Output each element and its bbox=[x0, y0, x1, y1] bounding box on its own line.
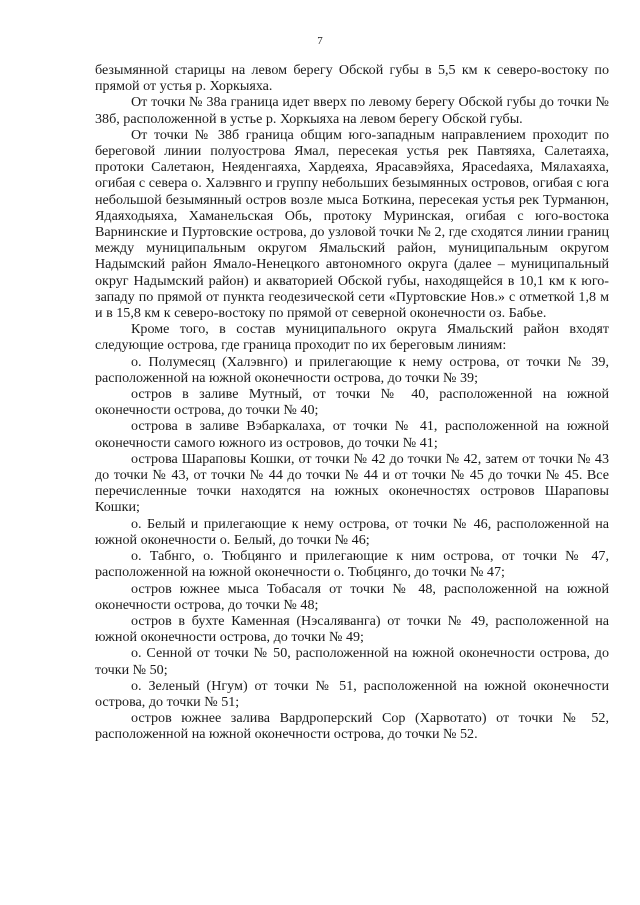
paragraph-island-40: остров в заливе Мутный, от точки № 40, расположенной на южной оконечности острова, до точки № 40; bbox=[95, 386, 609, 419]
paragraph-island-51: о. Зеленый (Нгум) от точки № 51, расположенной на южной оконечности острова, до точки № 51; bbox=[95, 677, 609, 710]
paragraph-point-38b: От точки № 38б граница общим юго-западным направлением проходит по береговой линии полуострова Ямал, пересекая устья рек Павтяяха, Салетаяха, протоки Салетаюн, Неяденгаяха, Хардеяха, Ярасавэйяха, Ярасеdаяха, Мялахаяха, огибая с севера о. Халэвнго и группу небольших безымянных островов, огибая с юга небольшой безымянный остров возле мыса Боткина, пересекая устья рек Турманюн, Ядаяходыяха, Хаманельская Обь, протоку Муринская, огибая с юго-востока Варнинские и Пуртовские острова, до узловой точки № 2, где сходятся линии границ между муниципальным округом Ямальский район, муниципальным округом Надымский район Ямало-Ненецкого автономного округа (далее – муниципальный округ Надымский район) и акваторией Обской губы, находящейся в 10,1 км к юго-западу по прямой от пункта геодезической сети «Пуртовские Нов.» с отметкой 1,8 м и в 15,8 км к северо-востоку по прямой от северной оконечности оз. Бабье. bbox=[95, 126, 609, 322]
paragraph-island-39: о. Полумесяц (Халэвнго) и прилегающие к нему острова, от точки № 39, расположенной на южной оконечности острова, до точки № 39; bbox=[95, 353, 609, 386]
paragraph-island-48: остров южнее мыса Тобасаля от точки № 48, расположенной на южной оконечности острова, до точки № 48; bbox=[95, 580, 609, 613]
paragraph-continuation: безымянной старицы на левом берегу Обской губы в 5,5 км к северо-востоку по прямой от устья р. Хоркыяха. bbox=[95, 62, 609, 95]
paragraph-point-38a: От точки № 38а граница идет вверх по левому берегу Обской губы до точки № 38б, расположенной в устье р. Хоркыяха на левом берегу Обской губы. bbox=[95, 94, 609, 127]
paragraph-island-50: о. Сенной от точки № 50, расположенной на южной оконечности острова, до точки № 50; bbox=[95, 645, 609, 678]
paragraph-islands-42-45: острова Шараповы Кошки, от точки № 42 до точки № 42, затем от точки № 43 до точки № 43, от точки № 44 до точки № 44 и от точки № 45 до точки № 45. Все перечисленные точки находятся на южных оконечностях островов Шараповы Кошки; bbox=[95, 450, 609, 516]
paragraph-island-41: острова в заливе Вэбаркалаха, от точки № 41, расположенной на южной оконечности самого южного из островов, до точки № 41; bbox=[95, 418, 609, 451]
paragraph-island-46: о. Белый и прилегающие к нему острова, от точки № 46, расположенной на южной оконечности о. Белый, до точки № 46; bbox=[95, 515, 609, 548]
paragraph-island-47: о. Табнго, о. Тюбцянго и прилегающие к ним острова, от точки № 47, расположенной на южной оконечности о. Тюбцянго, до точки № 47; bbox=[95, 548, 609, 581]
paragraph-island-52: остров южнее залива Вардроперский Сор (Харвотато) от точки № 52, расположенной на южной оконечности острова, до точки № 52. bbox=[95, 710, 609, 743]
document-body bbox=[95, 62, 609, 743]
paragraph-islands-intro: Кроме того, в состав муниципального округа Ямальский район входят следующие острова, где граница проходит по их береговым линиям: bbox=[95, 321, 609, 354]
paragraph-island-49: остров в бухте Каменная (Нэсаляванга) от точки № 49, расположенной на южной оконечности острова, до точки № 49; bbox=[95, 612, 609, 646]
page-number: 7 bbox=[317, 35, 323, 47]
